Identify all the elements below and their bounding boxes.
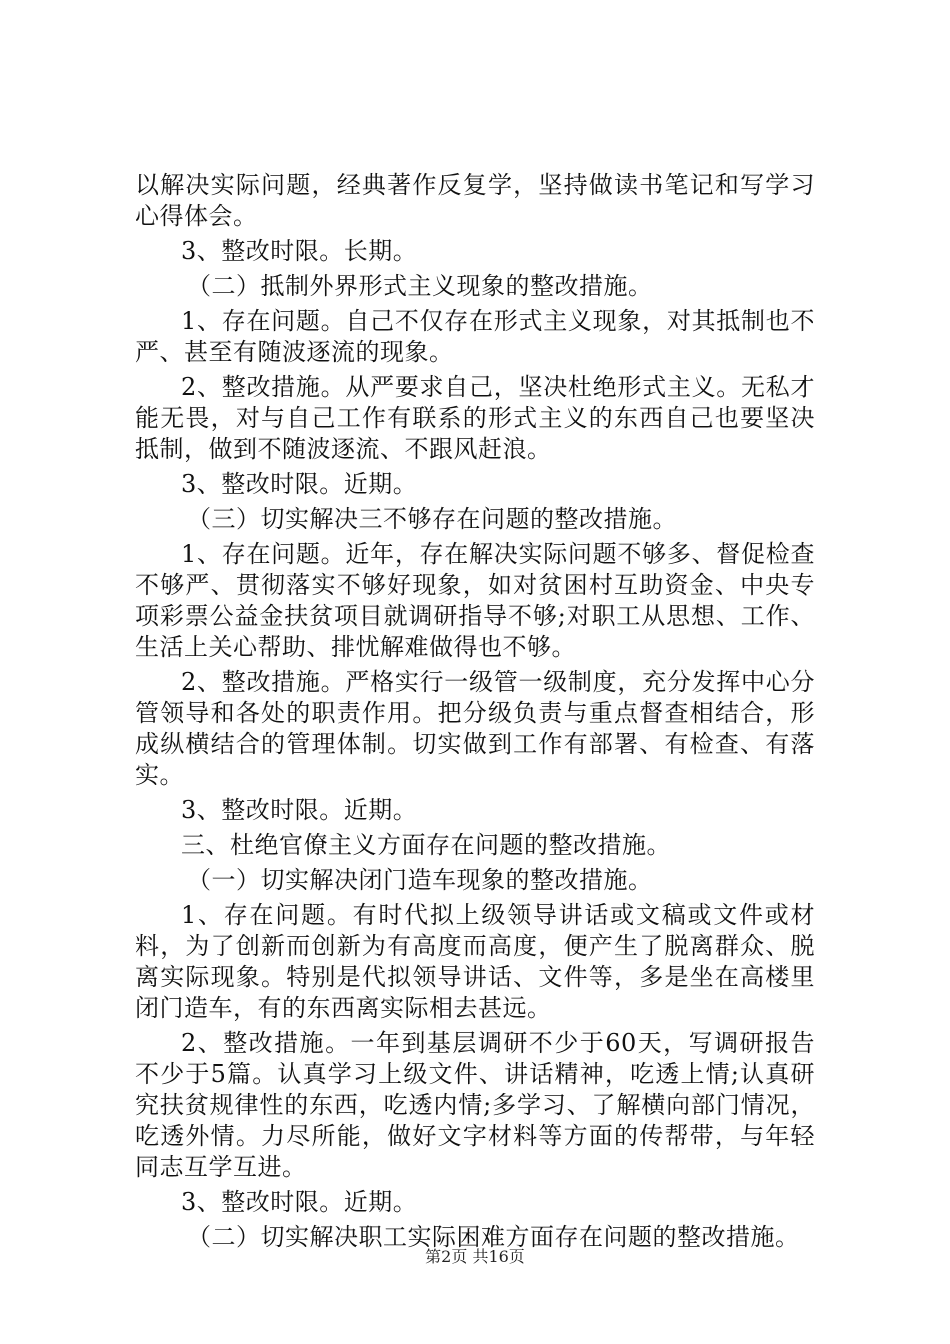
paragraph: 3、整改时限。长期。 bbox=[181, 237, 418, 265]
paragraph: 2、整改措施。一年到基层调研不少于60天，写调研报告不少于5篇。认真学习上级文件、讲话精神，吃透上情;认真研究扶贫规律性的东西，吃透内情;多学习、了解横向部门情况，吃透外情。力尽所能，做好文字材料等方面的传帮带，与年轻同志互学互进。 bbox=[135, 1029, 815, 1181]
paragraph: 1、存在问题。近年，存在解决实际问题不够多、督促检查不够严、贯彻落实不够好现象，如对贫困村互助资金、中央专项彩票公益金扶贫项目就调研指导不够;对职工从思想、工作、生活上关心帮助、排忧解难做得也不够。 bbox=[135, 540, 815, 661]
paragraph: 3、整改时限。近期。 bbox=[181, 796, 418, 824]
section-heading: （二）切实解决职工实际困难方面存在问题的整改措施。 bbox=[187, 1223, 800, 1251]
chapter-heading: 三、杜绝官僚主义方面存在问题的整改措施。 bbox=[181, 831, 671, 859]
page-footer bbox=[0, 1244, 950, 1267]
paragraph: 3、整改时限。近期。 bbox=[181, 470, 418, 498]
section-heading: （一）切实解决闭门造车现象的整改措施。 bbox=[187, 866, 653, 894]
document-body bbox=[135, 170, 815, 1253]
paragraph: 3、整改时限。近期。 bbox=[181, 1188, 418, 1216]
paragraph: 2、整改措施。从严要求自己，坚决杜绝形式主义。无私才能无畏，对与自己工作有联系的形式主义的东西自己也要坚决抵制，做到不随波逐流、不跟风赶浪。 bbox=[135, 373, 815, 463]
page-number-label: 第2页 共16页 bbox=[425, 1247, 525, 1266]
paragraph: 2、整改措施。严格实行一级管一级制度，充分发挥中心分管领导和各处的职责作用。把分级负责与重点督查相结合，形成纵横结合的管理体制。切实做到工作有部署、有检查、有落实。 bbox=[135, 668, 815, 789]
section-heading: （三）切实解决三不够存在问题的整改措施。 bbox=[187, 505, 677, 533]
paragraph: 以解决实际问题，经典著作反复学，坚持做读书笔记和写学习心得体会。 bbox=[135, 171, 815, 230]
paragraph: 1、存在问题。有时代拟上级领导讲话或文稿或文件或材料，为了创新而创新为有高度而高度，便产生了脱离群众、脱离实际现象。特别是代拟领导讲话、文件等，多是坐在高楼里闭门造车，有的东西离实际相去甚远。 bbox=[135, 901, 815, 1022]
section-heading: （二）抵制外界形式主义现象的整改措施。 bbox=[187, 272, 653, 300]
paragraph: 1、存在问题。自己不仅存在形式主义现象，对其抵制也不严、甚至有随波逐流的现象。 bbox=[135, 307, 815, 366]
